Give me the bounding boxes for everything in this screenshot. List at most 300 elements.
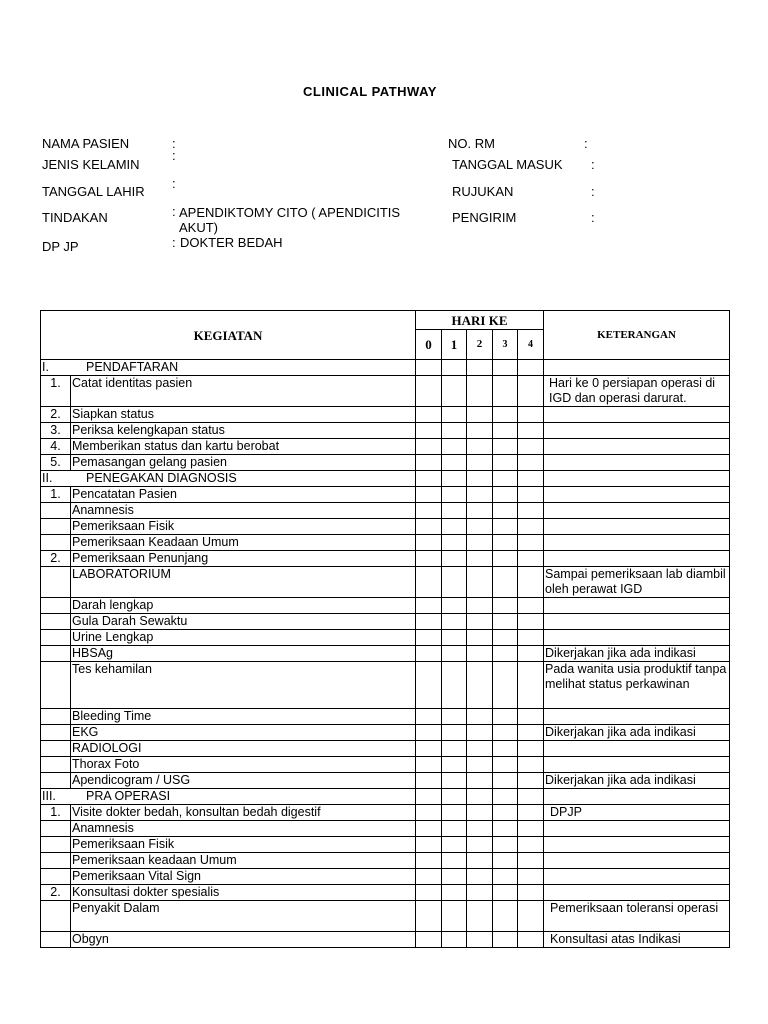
day-2-cell[interactable] — [467, 503, 493, 519]
row-number — [41, 741, 71, 757]
row-number: 1. — [41, 487, 71, 503]
day-4-cell[interactable] — [518, 789, 544, 805]
note-cell: DPJP — [544, 805, 730, 821]
day-1-cell[interactable] — [442, 773, 467, 789]
row-number — [41, 837, 71, 853]
day-1-cell[interactable] — [442, 662, 467, 709]
table-row — [41, 376, 730, 407]
table-row — [41, 487, 730, 503]
day-3-cell[interactable] — [493, 487, 518, 503]
day-2-cell[interactable] — [467, 519, 493, 535]
day-4-cell[interactable] — [518, 932, 544, 948]
row-number — [41, 646, 71, 662]
note-cell — [544, 439, 730, 455]
activity-cell: Pemeriksaan Vital Sign — [71, 869, 416, 885]
row-number: 1. — [41, 376, 71, 407]
activity-cell: Bleeding Time — [71, 709, 416, 725]
day-1-cell[interactable] — [442, 614, 467, 630]
day-3-cell[interactable] — [493, 567, 518, 598]
table-row — [41, 741, 730, 757]
day-2-cell[interactable] — [467, 709, 493, 725]
note-cell: Dikerjakan jika ada indikasi — [544, 646, 730, 662]
table-row — [41, 725, 730, 741]
activity-cell: Periksa kelengkapan status — [71, 423, 416, 439]
colon-no-rm: : — [584, 136, 588, 151]
activity-cell: Apendicogram / USG — [71, 773, 416, 789]
row-number — [41, 757, 71, 773]
label-dpjp: DP JP — [42, 239, 79, 254]
day-4-cell[interactable] — [518, 407, 544, 423]
day-4-cell[interactable] — [518, 662, 544, 709]
day-3-cell[interactable] — [493, 725, 518, 741]
day-2-cell[interactable] — [467, 805, 493, 821]
day-2-cell[interactable] — [467, 646, 493, 662]
day-4-cell[interactable] — [518, 598, 544, 614]
day-4-cell[interactable] — [518, 630, 544, 646]
note-cell — [544, 503, 730, 519]
day-2-cell[interactable] — [467, 789, 493, 805]
table-row — [41, 662, 730, 709]
day-1-cell[interactable] — [442, 551, 467, 567]
day-3-cell[interactable] — [493, 360, 518, 376]
day-1-cell[interactable] — [442, 885, 467, 901]
day-3-cell[interactable] — [493, 789, 518, 805]
day-0-cell[interactable] — [416, 535, 442, 551]
table-row — [41, 423, 730, 439]
row-number: 2. — [41, 885, 71, 901]
activity-cell: Penyakit Dalam — [71, 901, 416, 932]
colon-tanggal-lahir: : — [172, 176, 176, 191]
activity-cell: Visite dokter bedah, konsultan bedah digestif — [71, 805, 416, 821]
activity-cell: Gula Darah Sewaktu — [71, 614, 416, 630]
section-number: II. — [42, 471, 53, 485]
activity-cell: Thorax Foto — [71, 757, 416, 773]
note-cell: Pemeriksaan toleransi operasi — [544, 901, 730, 932]
day-1-cell[interactable] — [442, 630, 467, 646]
row-number: 1. — [41, 805, 71, 821]
colon-jenis-kelamin: : — [172, 148, 176, 163]
row-number — [41, 853, 71, 869]
day-0-cell[interactable] — [416, 709, 442, 725]
row-number — [41, 901, 71, 932]
note-cell: Konsultasi atas Indikasi — [544, 932, 730, 948]
header-keterangan: KETERANGAN — [544, 311, 730, 360]
day-3-cell[interactable] — [493, 901, 518, 932]
day-3-cell[interactable] — [493, 503, 518, 519]
colon-pengirim: : — [591, 210, 595, 225]
day-1-cell[interactable] — [442, 455, 467, 471]
day-2-cell[interactable] — [467, 821, 493, 837]
table-row — [41, 646, 730, 662]
day-1-cell[interactable] — [442, 837, 467, 853]
day-0-cell[interactable] — [416, 598, 442, 614]
day-1-cell[interactable] — [442, 869, 467, 885]
row-number — [41, 519, 71, 535]
note-cell — [544, 360, 730, 376]
label-tindakan: TINDAKAN — [42, 210, 108, 225]
section-cell — [41, 471, 416, 487]
day-3-cell[interactable] — [493, 646, 518, 662]
activity-cell: HBSAg — [71, 646, 416, 662]
activity-cell: EKG — [71, 725, 416, 741]
note-cell: Dikerjakan jika ada indikasi — [544, 773, 730, 789]
day-2-cell[interactable] — [467, 885, 493, 901]
day-0-cell[interactable] — [416, 487, 442, 503]
colon-nama-pasien: : — [172, 136, 176, 151]
row-number: 4. — [41, 439, 71, 455]
day-2-cell[interactable] — [467, 932, 493, 948]
label-no-rm: NO. RM — [448, 136, 495, 151]
note-cell: Dikerjakan jika ada indikasi — [544, 725, 730, 741]
header-day-0: 0 — [416, 330, 442, 360]
activity-cell: Pemeriksaan Fisik — [71, 519, 416, 535]
activity-cell: LABORATORIUM — [71, 567, 416, 598]
colon-tanggal-masuk: : — [591, 157, 595, 172]
day-2-cell[interactable] — [467, 662, 493, 709]
day-1-cell[interactable] — [442, 821, 467, 837]
day-1-cell[interactable] — [442, 360, 467, 376]
row-number — [41, 773, 71, 789]
row-number: 2. — [41, 551, 71, 567]
day-2-cell[interactable] — [467, 551, 493, 567]
day-0-cell[interactable] — [416, 503, 442, 519]
header-kegiatan: KEGIATAN — [41, 311, 416, 360]
day-4-cell[interactable] — [518, 805, 544, 821]
day-1-cell[interactable] — [442, 932, 467, 948]
day-4-cell[interactable] — [518, 360, 544, 376]
day-3-cell[interactable] — [493, 407, 518, 423]
day-4-cell[interactable] — [518, 757, 544, 773]
label-nama-pasien: NAMA PASIEN — [42, 136, 130, 151]
day-2-cell[interactable] — [467, 725, 493, 741]
day-4-cell[interactable] — [518, 535, 544, 551]
day-2-cell[interactable] — [467, 439, 493, 455]
day-4-cell[interactable] — [518, 423, 544, 439]
day-3-cell[interactable] — [493, 551, 518, 567]
day-0-cell[interactable] — [416, 901, 442, 932]
day-2-cell[interactable] — [467, 423, 493, 439]
note-cell — [544, 471, 730, 487]
day-2-cell[interactable] — [467, 598, 493, 614]
table-row — [41, 455, 730, 471]
day-2-cell[interactable] — [467, 869, 493, 885]
day-1-cell[interactable] — [442, 471, 467, 487]
day-3-cell[interactable] — [493, 535, 518, 551]
day-0-cell[interactable] — [416, 455, 442, 471]
day-3-cell[interactable] — [493, 773, 518, 789]
table-row — [41, 853, 730, 869]
day-0-cell[interactable] — [416, 725, 442, 741]
day-2-cell[interactable] — [467, 376, 493, 407]
day-0-cell[interactable] — [416, 885, 442, 901]
table-row — [41, 932, 730, 948]
day-3-cell[interactable] — [493, 630, 518, 646]
day-2-cell[interactable] — [467, 360, 493, 376]
section-title: PENEGAKAN DIAGNOSIS — [86, 471, 237, 485]
note-cell — [544, 869, 730, 885]
label-tanggal-lahir: TANGGAL LAHIR — [42, 184, 145, 199]
day-1-cell[interactable] — [442, 439, 467, 455]
day-2-cell[interactable] — [467, 614, 493, 630]
value-tindakan: APENDIKTOMY CITO ( APENDICITIS AKUT) — [179, 205, 401, 235]
day-4-cell[interactable] — [518, 455, 544, 471]
day-2-cell[interactable] — [467, 757, 493, 773]
note-cell — [544, 821, 730, 837]
row-number — [41, 869, 71, 885]
row-number: 3. — [41, 423, 71, 439]
table-row — [41, 614, 730, 630]
header-day-4: 4 — [518, 330, 544, 360]
day-1-cell[interactable] — [442, 535, 467, 551]
day-0-cell[interactable] — [416, 407, 442, 423]
day-4-cell[interactable] — [518, 709, 544, 725]
table-row — [41, 439, 730, 455]
day-4-cell[interactable] — [518, 503, 544, 519]
day-4-cell[interactable] — [518, 773, 544, 789]
section-title: PRA OPERASI — [86, 789, 171, 803]
label-rujukan: RUJUKAN — [452, 184, 514, 199]
day-0-cell[interactable] — [416, 519, 442, 535]
activity-cell: Konsultasi dokter spesialis — [71, 885, 416, 901]
day-0-cell[interactable] — [416, 646, 442, 662]
day-0-cell[interactable] — [416, 662, 442, 709]
day-4-cell[interactable] — [518, 837, 544, 853]
activity-cell: Catat identitas pasien — [71, 376, 416, 407]
activity-cell: Siapkan status — [71, 407, 416, 423]
note-cell — [544, 423, 730, 439]
day-1-cell[interactable] — [442, 725, 467, 741]
day-3-cell[interactable] — [493, 853, 518, 869]
day-3-cell[interactable] — [493, 471, 518, 487]
day-2-cell[interactable] — [467, 407, 493, 423]
day-1-cell[interactable] — [442, 598, 467, 614]
day-0-cell[interactable] — [416, 360, 442, 376]
activity-cell: Obgyn — [71, 932, 416, 948]
day-4-cell[interactable] — [518, 741, 544, 757]
day-2-cell[interactable] — [467, 471, 493, 487]
row-number — [41, 932, 71, 948]
section-row — [41, 360, 730, 376]
day-0-cell[interactable] — [416, 741, 442, 757]
section-row — [41, 471, 730, 487]
day-3-cell[interactable] — [493, 869, 518, 885]
clinical-pathway-table — [40, 310, 730, 948]
day-4-cell[interactable] — [518, 487, 544, 503]
day-4-cell[interactable] — [518, 471, 544, 487]
row-number — [41, 630, 71, 646]
day-0-cell[interactable] — [416, 853, 442, 869]
table-row — [41, 869, 730, 885]
day-2-cell[interactable] — [467, 567, 493, 598]
day-2-cell[interactable] — [467, 630, 493, 646]
day-0-cell[interactable] — [416, 932, 442, 948]
day-1-cell[interactable] — [442, 567, 467, 598]
table-row — [41, 709, 730, 725]
day-4-cell[interactable] — [518, 646, 544, 662]
note-cell — [544, 551, 730, 567]
day-0-cell[interactable] — [416, 614, 442, 630]
activity-cell: Tes kehamilan — [71, 662, 416, 709]
row-number — [41, 662, 71, 709]
day-1-cell[interactable] — [442, 376, 467, 407]
day-2-cell[interactable] — [467, 535, 493, 551]
table-row — [41, 757, 730, 773]
header-day-3: 3 — [493, 330, 518, 360]
row-number — [41, 535, 71, 551]
activity-cell: Pemeriksaan keadaan Umum — [71, 853, 416, 869]
day-3-cell[interactable] — [493, 423, 518, 439]
activity-cell: Pemeriksaan Penunjang — [71, 551, 416, 567]
day-0-cell[interactable] — [416, 630, 442, 646]
day-1-cell[interactable] — [442, 741, 467, 757]
row-number — [41, 598, 71, 614]
note-cell — [544, 789, 730, 805]
day-4-cell[interactable] — [518, 901, 544, 932]
colon-tindakan: : — [172, 204, 176, 219]
activity-cell: Pemasangan gelang pasien — [71, 455, 416, 471]
activity-cell: Anamnesis — [71, 503, 416, 519]
activity-cell: RADIOLOGI — [71, 741, 416, 757]
day-3-cell[interactable] — [493, 519, 518, 535]
note-cell — [544, 455, 730, 471]
day-0-cell[interactable] — [416, 423, 442, 439]
note-cell — [544, 519, 730, 535]
day-3-cell[interactable] — [493, 837, 518, 853]
day-1-cell[interactable] — [442, 709, 467, 725]
day-0-cell[interactable] — [416, 439, 442, 455]
day-3-cell[interactable] — [493, 662, 518, 709]
day-4-cell[interactable] — [518, 567, 544, 598]
day-1-cell[interactable] — [442, 853, 467, 869]
label-tanggal-masuk: TANGGAL MASUK — [452, 157, 563, 172]
section-row — [41, 789, 730, 805]
day-3-cell[interactable] — [493, 741, 518, 757]
day-1-cell[interactable] — [442, 503, 467, 519]
note-cell — [544, 853, 730, 869]
note-cell — [544, 885, 730, 901]
row-number: 5. — [41, 455, 71, 471]
day-4-cell[interactable] — [518, 439, 544, 455]
day-0-cell[interactable] — [416, 805, 442, 821]
day-4-cell[interactable] — [518, 614, 544, 630]
day-4-cell[interactable] — [518, 821, 544, 837]
day-1-cell[interactable] — [442, 407, 467, 423]
day-0-cell[interactable] — [416, 869, 442, 885]
section-number: III. — [42, 789, 56, 803]
day-3-cell[interactable] — [493, 439, 518, 455]
day-1-cell[interactable] — [442, 805, 467, 821]
day-4-cell[interactable] — [518, 519, 544, 535]
row-number — [41, 725, 71, 741]
table-row — [41, 519, 730, 535]
day-3-cell[interactable] — [493, 757, 518, 773]
table-row — [41, 805, 730, 821]
day-4-cell[interactable] — [518, 376, 544, 407]
activity-cell: Urine Lengkap — [71, 630, 416, 646]
table-row — [41, 773, 730, 789]
day-0-cell[interactable] — [416, 376, 442, 407]
note-cell — [544, 630, 730, 646]
activity-cell: Memberikan status dan kartu berobat — [71, 439, 416, 455]
note-cell — [544, 709, 730, 725]
day-3-cell[interactable] — [493, 455, 518, 471]
day-2-cell[interactable] — [467, 741, 493, 757]
day-4-cell[interactable] — [518, 853, 544, 869]
day-2-cell[interactable] — [467, 487, 493, 503]
colon-rujukan: : — [591, 184, 595, 199]
day-0-cell[interactable] — [416, 837, 442, 853]
day-1-cell[interactable] — [442, 423, 467, 439]
day-3-cell[interactable] — [493, 709, 518, 725]
day-2-cell[interactable] — [467, 853, 493, 869]
day-0-cell[interactable] — [416, 773, 442, 789]
value-dpjp: DOKTER BEDAH — [180, 235, 283, 250]
note-cell — [544, 535, 730, 551]
day-2-cell[interactable] — [467, 773, 493, 789]
day-4-cell[interactable] — [518, 885, 544, 901]
row-number — [41, 503, 71, 519]
header-hari-ke: HARI KE — [416, 311, 544, 330]
day-3-cell[interactable] — [493, 376, 518, 407]
table-row — [41, 837, 730, 853]
day-1-cell[interactable] — [442, 487, 467, 503]
day-1-cell[interactable] — [442, 789, 467, 805]
day-4-cell[interactable] — [518, 869, 544, 885]
row-number — [41, 614, 71, 630]
activity-cell: Darah lengkap — [71, 598, 416, 614]
note-cell: Sampai pemeriksaan lab diambil oleh perawat IGD — [544, 567, 730, 598]
table-row — [41, 630, 730, 646]
day-0-cell[interactable] — [416, 567, 442, 598]
note-cell — [544, 598, 730, 614]
day-0-cell[interactable] — [416, 821, 442, 837]
day-1-cell[interactable] — [442, 901, 467, 932]
day-2-cell[interactable] — [467, 837, 493, 853]
day-3-cell[interactable] — [493, 614, 518, 630]
day-4-cell[interactable] — [518, 725, 544, 741]
day-1-cell[interactable] — [442, 646, 467, 662]
day-1-cell[interactable] — [442, 757, 467, 773]
day-2-cell[interactable] — [467, 455, 493, 471]
day-3-cell[interactable] — [493, 885, 518, 901]
day-3-cell[interactable] — [493, 821, 518, 837]
section-number: I. — [42, 360, 49, 374]
section-cell — [41, 789, 416, 805]
day-0-cell[interactable] — [416, 757, 442, 773]
day-4-cell[interactable] — [518, 551, 544, 567]
day-3-cell[interactable] — [493, 598, 518, 614]
table-row — [41, 567, 730, 598]
row-number — [41, 709, 71, 725]
day-3-cell[interactable] — [493, 805, 518, 821]
table-row — [41, 551, 730, 567]
colon-dpjp: : — [172, 235, 176, 250]
day-0-cell[interactable] — [416, 471, 442, 487]
table-row — [41, 503, 730, 519]
day-0-cell[interactable] — [416, 789, 442, 805]
day-1-cell[interactable] — [442, 519, 467, 535]
activity-cell: Anamnesis — [71, 821, 416, 837]
day-3-cell[interactable] — [493, 932, 518, 948]
document-title: CLINICAL PATHWAY — [303, 84, 437, 99]
row-number — [41, 567, 71, 598]
day-2-cell[interactable] — [467, 901, 493, 932]
row-number: 2. — [41, 407, 71, 423]
activity-cell: Pencatatan Pasien — [71, 487, 416, 503]
note-cell — [544, 837, 730, 853]
day-0-cell[interactable] — [416, 551, 442, 567]
note-cell — [544, 614, 730, 630]
